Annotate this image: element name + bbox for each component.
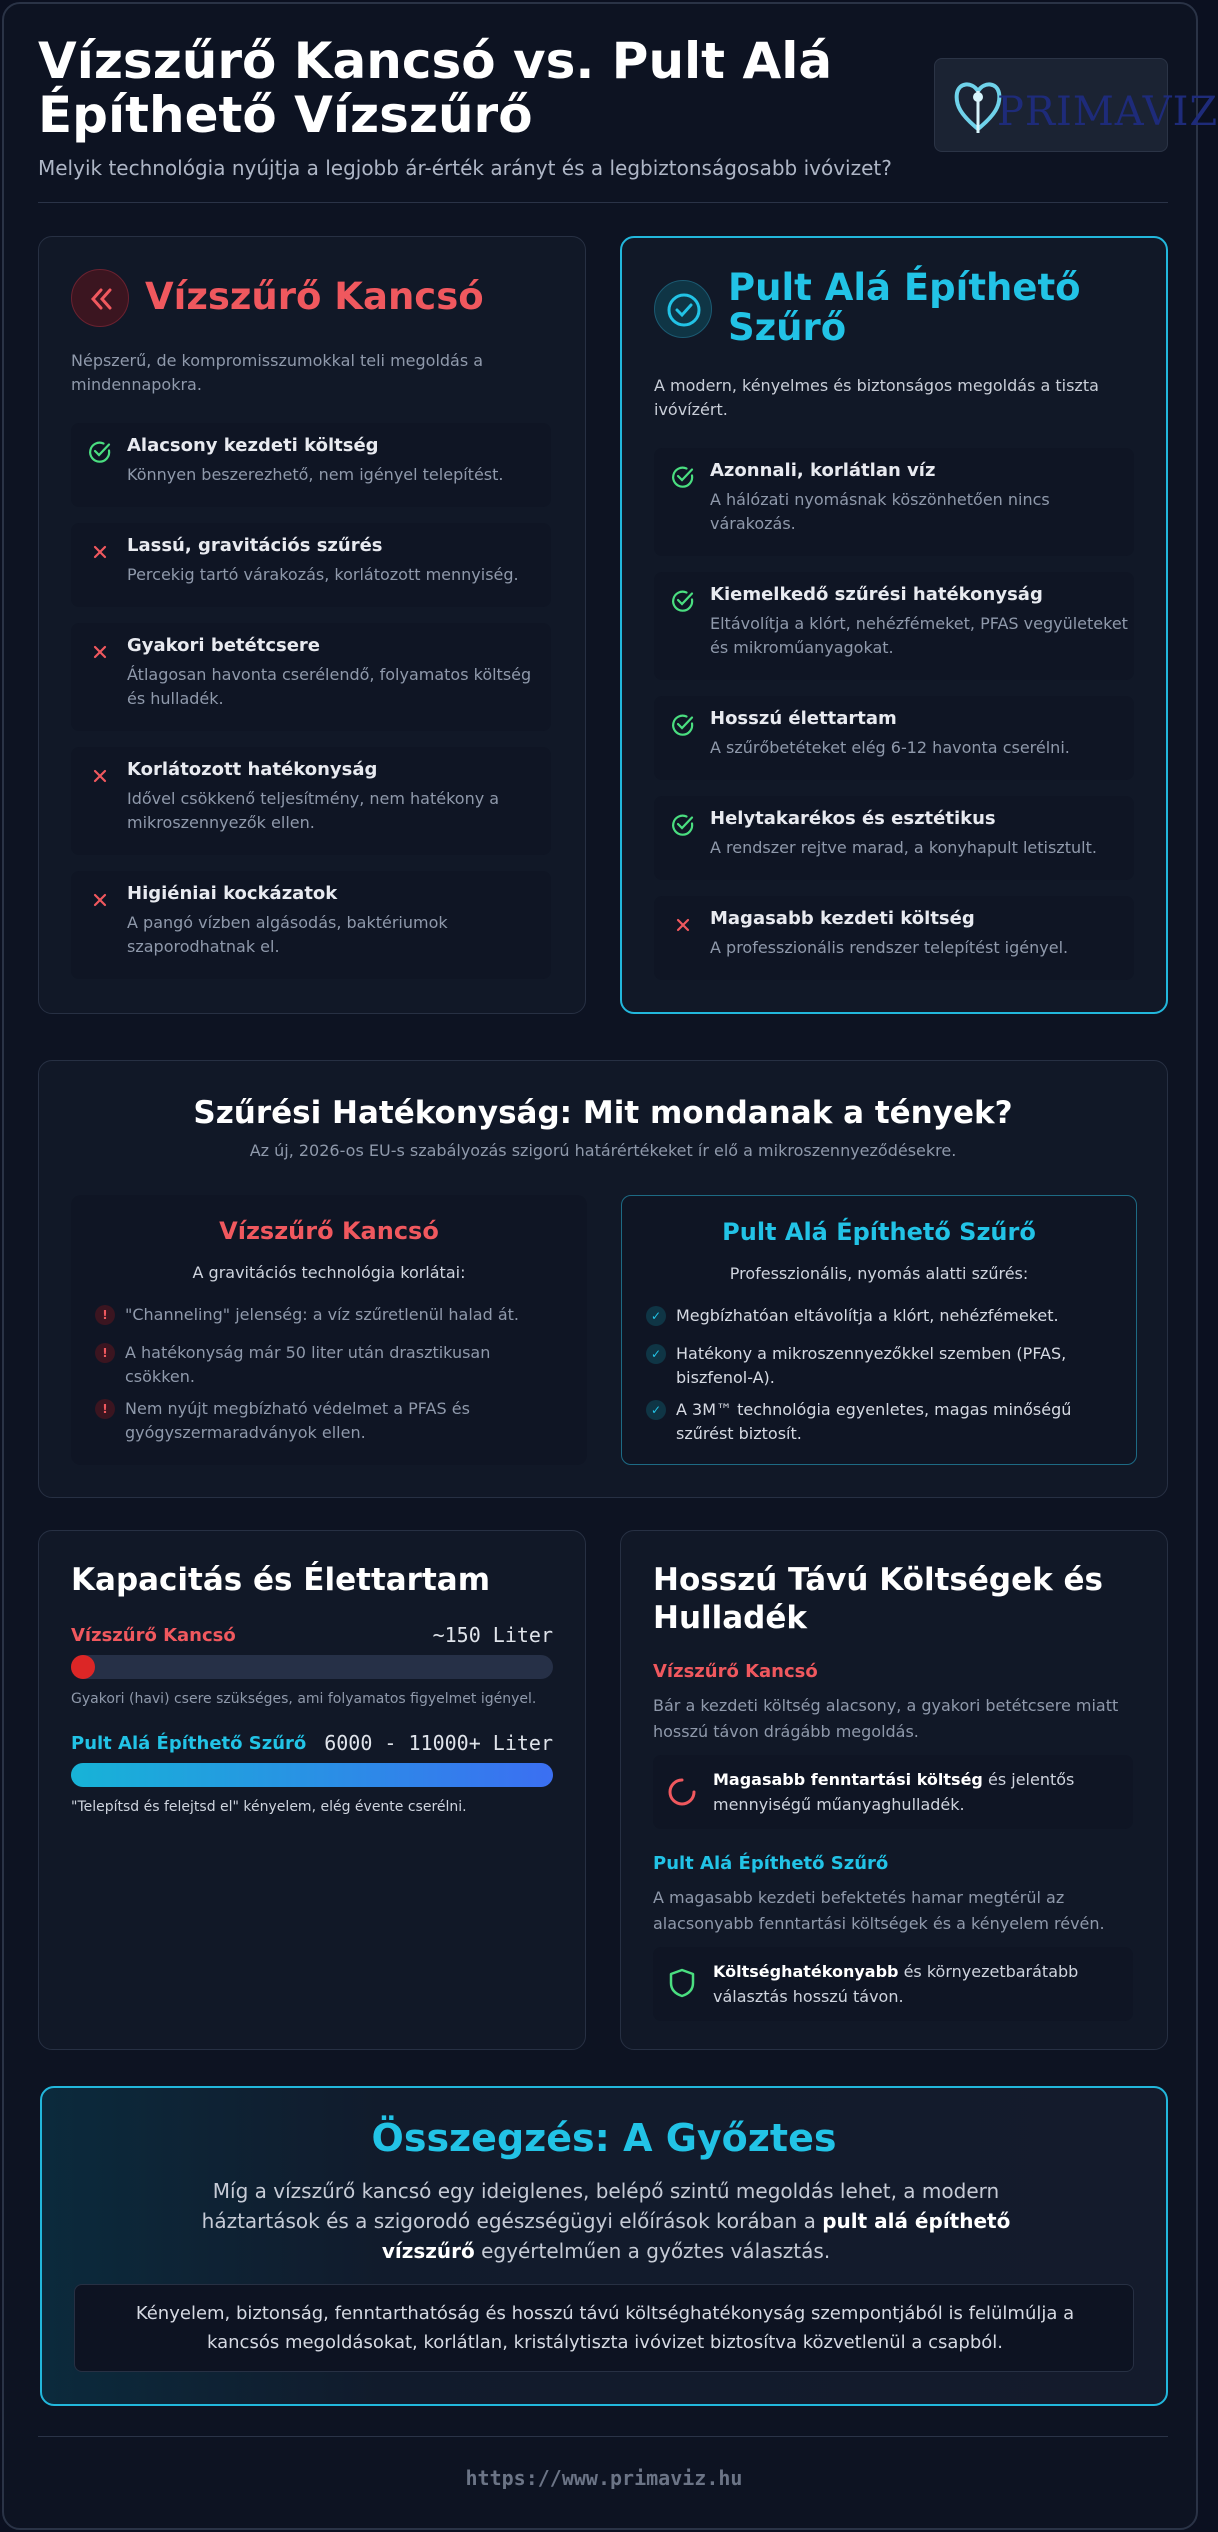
undersink-item [654,796,1134,880]
undersink-item [654,448,1134,556]
efficiency-undersink-card [621,1195,1137,1465]
page-frame [2,2,1218,2530]
costs-undersink-text: A magasabb kezdeti befektetés hamar megtérül az alacsonyabb fenntartási költségek és a kényelem révén. [653,1888,1105,1933]
undersink-card-title: Pult Alá Építhető Szűrő [728,266,1081,349]
efficiency-pitcher-intro: A gravitációs technológia korlátai: [192,1263,466,1282]
undersink-item-text: A hálózati nyomásnak köszönhetően nincs várakozás. [710,490,1050,533]
capacity-undersink-note: "Telepítsd és felejtsd el" kényelem, elég évente cserélni. [71,1799,467,1815]
undersink-item [654,696,1134,780]
pitcher-item [71,623,551,731]
efficiency-pitcher-title: Vízszűrő Kancsó [219,1217,439,1245]
capacity-pitcher-label: Vízszűrő Kancsó [71,1625,236,1646]
pitcher-item-title: Higiéniai kockázatok [127,883,338,904]
brand-name: PRIMAVIZ [997,89,1218,135]
shield-icon [667,1967,697,1999]
summary-section [40,2086,1168,2406]
capacity-undersink-bar-fill [71,1763,553,1787]
x-icon [87,887,113,913]
undersink-item-text: A professzionális rendszer telepítést igényel. [710,938,1069,957]
capacity-title: Kapacitás és Élettartam [71,1562,491,1598]
x-icon [87,763,113,789]
efficiency-bullet: ✓ Megbízhatóan eltávolítja a klórt, nehézfémeket. [646,1304,1116,1328]
summary-text: Míg a vízszűrő kancsó egy ideiglenes, belépő szintű megoldás lehet, a modern háztartások és a szigorodó egészségügyi előírások korában a pult alá építhető vízszűrő egyértelműen a győztes választás. [201,2179,1011,2263]
exclamation-icon: ! [95,1343,115,1363]
efficiency-title: Szűrési Hatékonyság: Mit mondanak a tények? [193,1095,1013,1131]
pitcher-item-text: Könnyen beszerezhető, nem igényel telepítést. [127,465,504,484]
undersink-item-text: A szűrőbetéteket elég 6-12 havonta cserélni. [710,738,1070,757]
exclamation-icon: ! [95,1399,115,1419]
pitcher-item [71,523,551,607]
costs-undersink-note [653,1947,1133,2021]
efficiency-subtitle: Az új, 2026-os EU-s szabályozás szigorú határértékeket ír elő a mikroszennyeződésekre. [249,1141,957,1160]
capacity-pitcher-value: ~150 Liter [432,1623,553,1647]
pitcher-item-text: A pangó vízben algásodás, baktériumok szaporodhatnak el. [127,913,448,956]
pitcher-item [71,871,551,979]
costs-pitcher-note-text: Magasabb fenntartási költség és jelentős mennyiségű műanyaghulladék. [713,1770,1075,1814]
efficiency-bullet: ✓ Hatékony a mikroszennyezőkkel szemben (PFAS, biszfenol-A). [646,1342,1116,1390]
undersink-item-title: Helytakarékos és esztétikus [710,808,996,829]
check-circle-icon [670,712,696,738]
pitcher-item-text: Percekig tartó várakozás, korlátozott mennyiség. [127,565,519,584]
x-icon [87,539,113,565]
check-circle-icon [87,439,113,465]
efficiency-undersink-title: Pult Alá Építhető Szűrő [722,1218,1036,1246]
capacity-undersink-value: 6000 - 11000+ Liter [324,1731,553,1755]
spinner-icon [667,1777,697,1807]
capacity-pitcher-bar [71,1655,553,1679]
check-icon: ✓ [646,1306,666,1326]
undersink-item-title: Kiemelkedő szűrési hatékonyság [710,584,1043,605]
capacity-undersink-label: Pult Alá Építhető Szűrő [71,1733,307,1754]
undersink-item-title: Magasabb kezdeti költség [710,908,975,929]
pitcher-card [38,236,586,1014]
pitcher-item [71,747,551,855]
undersink-item-text: Eltávolítja a klórt, nehézfémeket, PFAS vegyületeket és mikroműanyagokat. [710,614,1128,657]
summary-box [74,2284,1134,2372]
undersink-item-title: Hosszú élettartam [710,708,897,729]
efficiency-bullet: ! "Channeling" jelenség: a víz szűretlenül halad át. [95,1303,565,1327]
efficiency-section [38,1060,1168,1498]
costs-pitcher-note [653,1755,1133,1829]
undersink-item [654,896,1134,980]
costs-pitcher-text: Bár a kezdeti költség alacsony, a gyakori betétcsere miatt hosszú távon drágább megoldás. [653,1696,1119,1741]
summary-box-text: Kényelem, biztonság, fenntarthatóság és hosszú távú költséghatékonyság szempontjából is felülmúlja a kancsós megoldásokat, korlátlan, kristálytiszta ivóvizet biztosítva közvetlenül a csapból. [135,2303,1075,2353]
summary-title: Összegzés: A Győztes [371,2116,837,2160]
pitcher-item-text: Idővel csökkenő teljesítmény, nem hatékony a mikroszennyezők ellen. [127,789,500,832]
pitcher-card-description: Népszerű, de kompromisszumokkal teli megoldás a mindennapokra. [71,351,484,394]
check-circle-icon [654,280,712,338]
costs-panel [620,1530,1168,2050]
pitcher-item-text: Átlagosan havonta cserélendő, folyamatos költség és hulladék. [127,665,532,708]
efficiency-pitcher-card [71,1195,587,1465]
pitcher-item-title: Korlátozott hatékonyság [127,759,378,780]
page-subtitle: Melyik technológia nyújtja a legjobb ár-érték arányt és a legbiztonságosabb ivóvizet? [38,156,892,180]
pitcher-item-title: Alacsony kezdeti költség [127,435,379,456]
header [38,32,1218,204]
costs-title: Hosszú Távú Költségek és Hulladék [653,1562,1103,1636]
undersink-card [620,236,1168,1014]
check-icon: ✓ [646,1344,666,1364]
capacity-panel [38,1530,586,2050]
footer-divider [38,2436,1168,2437]
costs-undersink-note-text: Költséghatékonyabb és környezetbarátabb választás hosszú távon. [713,1962,1079,2006]
x-icon [87,639,113,665]
efficiency-undersink-intro: Professzionális, nyomás alatti szűrés: [729,1264,1029,1283]
costs-pitcher-label: Vízszűrő Kancsó [653,1661,818,1682]
divider [38,202,1168,203]
capacity-pitcher-bar-fill [71,1655,95,1679]
check-circle-icon [670,464,696,490]
exclamation-icon: ! [95,1305,115,1325]
check-circle-icon [670,812,696,838]
pitcher-card-title: Vízszűrő Kancsó [145,275,484,318]
efficiency-bullet: ✓ A 3M™ technológia egyenletes, magas minőségű szűrést biztosít. [646,1398,1116,1446]
costs-undersink-label: Pult Alá Építhető Szűrő [653,1853,889,1874]
capacity-pitcher-note: Gyakori (havi) csere szükséges, ami folyamatos figyelmet igényel. [71,1691,537,1707]
brand-logo [934,58,1218,152]
x-icon [670,912,696,938]
footer-url[interactable]: https://www.primaviz.hu [465,2466,743,2490]
pitcher-item [71,423,551,507]
pitcher-item-title: Lassú, gravitációs szűrés [127,535,383,556]
undersink-item-text: A rendszer rejtve marad, a konyhapult letisztult. [710,838,1097,857]
undersink-item [654,572,1134,680]
efficiency-bullet: ! Nem nyújt megbízható védelmet a PFAS és gyógyszermaradványok ellen. [95,1397,565,1445]
check-icon: ✓ [646,1400,666,1420]
check-circle-icon [670,588,696,614]
chevrons-left-icon [71,269,129,327]
efficiency-bullet: ! A hatékonyság már 50 liter után drasztikusan csökken. [95,1341,565,1389]
undersink-item-title: Azonnali, korlátlan víz [710,460,936,481]
undersink-card-description: A modern, kényelmes és biztonságos megoldás a tiszta ivóvízért. [654,376,1099,419]
pitcher-item-title: Gyakori betétcsere [127,635,321,656]
capacity-undersink-bar [71,1763,553,1787]
page-title: Vízszűrő Kancsó vs. Pult Alá Építhető Vízszűrő [38,32,833,144]
